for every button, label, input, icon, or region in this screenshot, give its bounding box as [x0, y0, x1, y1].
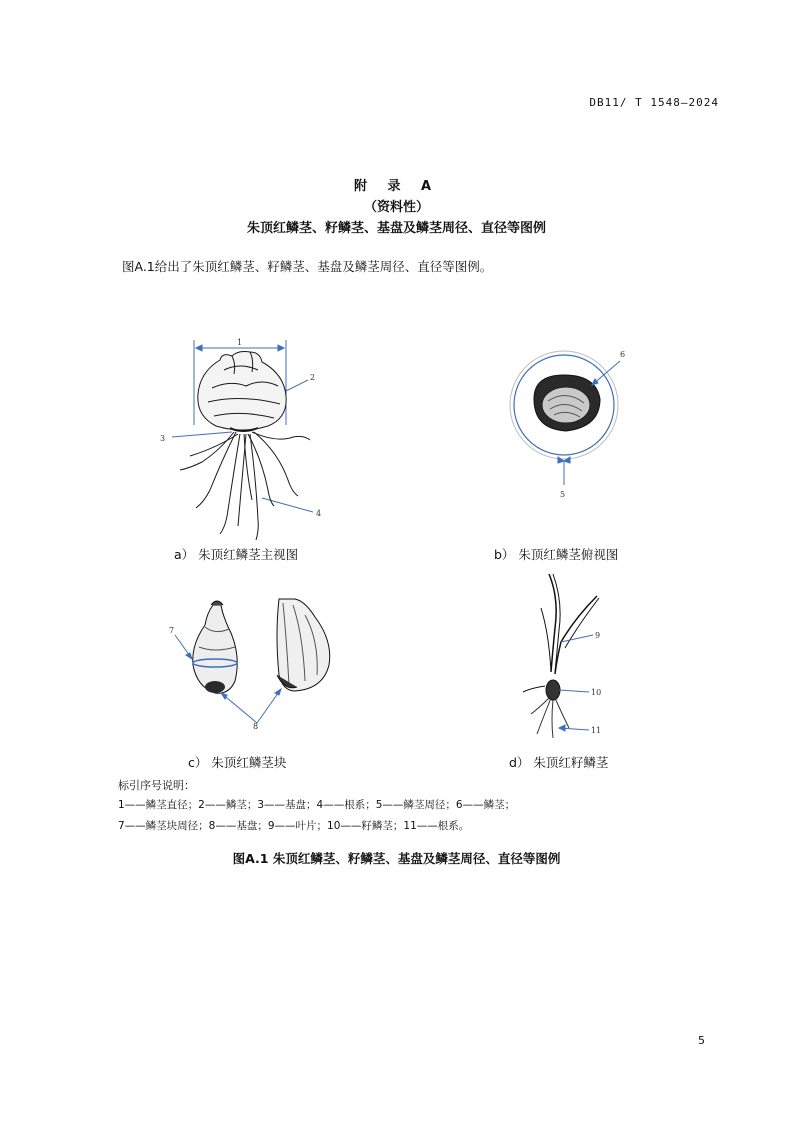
figure-d-caption: d） 朱顶红籽鳞茎 — [509, 755, 609, 770]
document-code: DB11/ T 1548—2024 — [589, 96, 719, 109]
figure-d-label-10: 10 — [591, 688, 602, 697]
figure-b-label-5: 5 — [560, 490, 566, 499]
figure-b-label-6: 6 — [620, 350, 626, 359]
figure-a-label-4: 4 — [316, 509, 322, 518]
figure-c-caption: c） 朱顶红鳞茎块 — [188, 755, 287, 770]
figure-title: 图A.1 朱顶红鳞茎、籽鳞茎、基盘及鳞茎周径、直径等图例 — [232, 851, 561, 866]
figure-d-label-11: 11 — [591, 726, 602, 735]
appendix-title: 附 录 A — [353, 179, 440, 194]
appendix-heading: 朱顶红鳞茎、籽鳞茎、基盘及鳞茎周径、直径等图例 — [246, 221, 546, 236]
figure-a-label-2: 2 — [310, 373, 316, 382]
figure-c-bulb-pieces — [165, 595, 365, 730]
legend-line-2: 7——鳞茎块周径；8——基盘；9——叶片；10——籽鳞茎；11——根系。 — [118, 820, 470, 832]
figure-c-label-8: 8 — [253, 722, 259, 730]
figure-a-caption: a） 朱顶红鳞茎主视图 — [174, 547, 299, 562]
figure-a-bulb-front-view — [150, 330, 340, 545]
figure-b-bulb-top-view — [500, 345, 640, 505]
figure-a-label-3: 3 — [160, 434, 166, 443]
figure-d-label-9: 9 — [595, 631, 601, 640]
page-number: 5 — [698, 1034, 705, 1047]
legend-title: 标引序号说明： — [118, 779, 195, 792]
figure-a-label-1: 1 — [237, 338, 243, 347]
figure-c-label-7: 7 — [169, 626, 175, 635]
intro-paragraph: 图A.1给出了朱顶红鳞茎、籽鳞茎、基盘及鳞茎周径、直径等图例。 — [122, 259, 493, 274]
figure-b-caption: b） 朱顶红鳞茎俯视图 — [494, 547, 619, 562]
figure-d-bulblet — [515, 568, 625, 748]
appendix-nature: （资料性） — [363, 200, 429, 215]
legend-line-1: 1——鳞茎直径；2——鳞茎；3——基盘；4——根系；5——鳞茎周径；6——鳞茎； — [118, 799, 516, 811]
